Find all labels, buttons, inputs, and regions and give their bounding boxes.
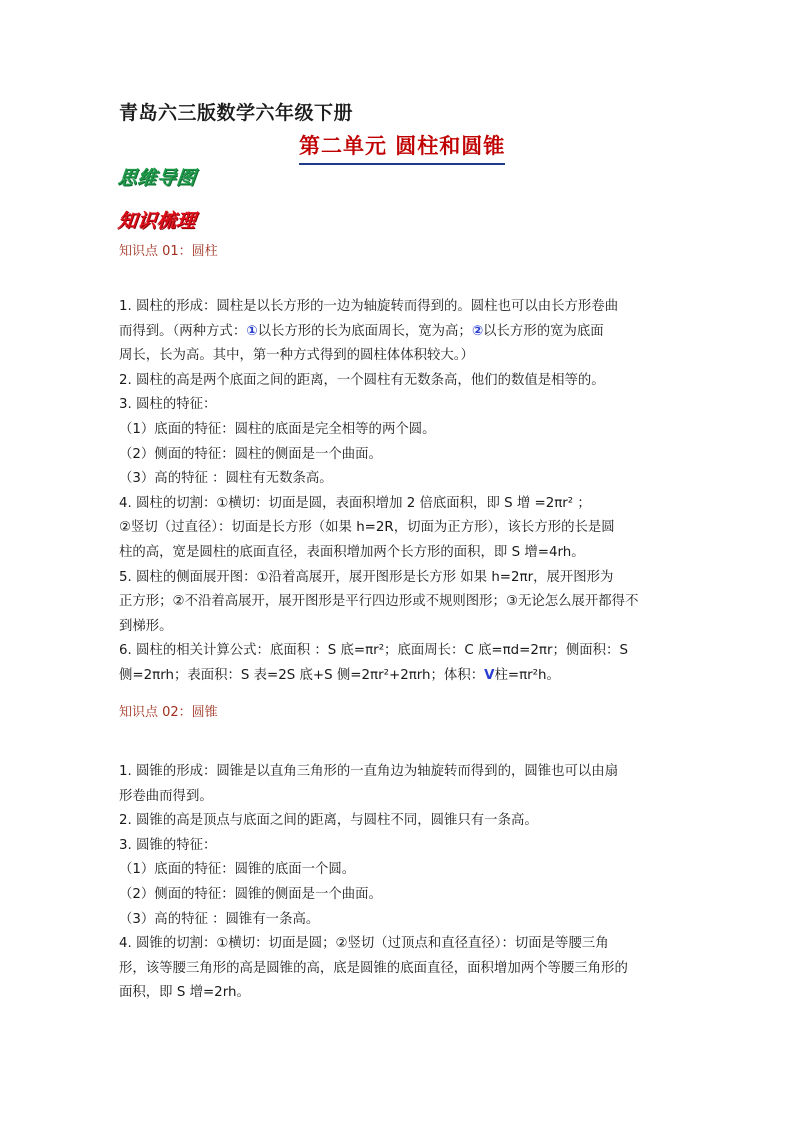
paragraph-line: 柱的高，宽是圆柱的底面直径，表面积增加两个长方形的面积，即 S 增=4rh。 bbox=[119, 544, 585, 560]
paragraph-line: （3）高的特征 ：圆柱有无数条高。 bbox=[119, 471, 333, 487]
volume-symbol: V bbox=[484, 667, 495, 683]
knowledge-point-2-title: 知识点 02：圆锥 bbox=[119, 705, 218, 720]
paragraph-line: 2. 圆锥的高是顶点与底面之间的距离，与圆柱不同，圆锥只有一条高。 bbox=[119, 813, 538, 829]
unit-title: 第二单元 圆柱和圆锥 bbox=[299, 130, 505, 165]
paragraph-line: （1）底面的特征：圆锥的底面一个圆。 bbox=[119, 862, 356, 878]
circled-two-marker: ② bbox=[471, 323, 484, 339]
book-title: 青岛六三版数学六年级下册 bbox=[119, 102, 354, 124]
paragraph-line: 面积，即 S 增=2rh。 bbox=[119, 985, 250, 1001]
knowledge-point-1-body bbox=[119, 295, 679, 689]
paragraph-line: 5. 圆柱的侧面展开图：①沿着高展开，展开图形是长方形 如果 h=2πr，展开图形为 bbox=[119, 569, 614, 585]
circled-one-marker: ① bbox=[246, 323, 258, 339]
paragraph-line: （1）底面的特征：圆柱的底面是完全相等的两个圆。 bbox=[119, 421, 436, 437]
knowledge-heading: 知识梳理 bbox=[116, 210, 198, 232]
knowledge-point-1-title: 知识点 01：圆柱 bbox=[119, 244, 218, 259]
paragraph-line: 3. 圆柱的特征： bbox=[119, 397, 217, 413]
paragraph-line: 周长，长为高。其中，第一种方式得到的圆柱体体积较大。） bbox=[119, 348, 474, 364]
paragraph-line: 1. 圆锥的形成：圆锥是以直角三角形的一直角边为轴旋转而得到的，圆锥也可以由扇 bbox=[119, 764, 619, 779]
paragraph-line: 而得到。（两种方式：①以长方形的长为底面周长，宽为高；②以长方形的宽为底面 bbox=[119, 323, 604, 339]
paragraph-line: （2）侧面的特征：圆柱的侧面是一个曲面。 bbox=[119, 446, 382, 462]
paragraph-line: 3. 圆锥的特征： bbox=[119, 837, 217, 853]
paragraph-line: 4. 圆柱的切割：①横切：切面是圆，表面积增加 2 倍底面积，即 S 增 =2πr² ； bbox=[119, 495, 591, 511]
paragraph-line: 侧=2πrh；表面积：S 表=2S 底+S 侧=2πr²+2πrh；体积：V柱=πr²h。 bbox=[119, 667, 560, 683]
paragraph-line: （2）侧面的特征：圆锥的侧面是一个曲面。 bbox=[119, 886, 382, 902]
paragraph-line: 到梯形。 bbox=[119, 618, 173, 634]
mind-map-heading: 思维导图 bbox=[116, 167, 198, 189]
paragraph-line: 形，该等腰三角形的高是圆锥的高，底是圆锥的底面直径，面积增加两个等腰三角形的 bbox=[119, 960, 628, 976]
paragraph-line: 1. 圆柱的形成：圆柱是以长方形的一边为轴旋转而得到的。圆柱也可以由长方形卷曲 bbox=[119, 299, 619, 314]
knowledge-point-2-body bbox=[119, 760, 679, 1006]
paragraph-line: （3）高的特征 ：圆锥有一条高。 bbox=[119, 911, 320, 927]
paragraph-line: 6. 圆柱的相关计算公式：底面积 ：S 底=πr²；底面周长：C 底=πd=2πr；侧面积：S bbox=[119, 643, 628, 659]
paragraph-line: 2. 圆柱的高是两个底面之间的距离，一个圆柱有无数条高，他们的数值是相等的。 bbox=[119, 372, 605, 388]
paragraph-line: ②竖切（过直径）：切面是长方形（如果 h=2R，切面为正方形），该长方形的长是圆 bbox=[119, 520, 615, 536]
paragraph-line: 4. 圆锥的切割：①横切：切面是圆；②竖切（过顶点和直径直径）：切面是等腰三角 bbox=[119, 936, 609, 952]
paragraph-line: 正方形；②不沿着高展开，展开图形是平行四边形或不规则图形；③无论怎么展开都得不 bbox=[119, 594, 639, 610]
paragraph-line: 形卷曲而得到。 bbox=[119, 788, 213, 804]
unit-title-block bbox=[299, 130, 505, 165]
